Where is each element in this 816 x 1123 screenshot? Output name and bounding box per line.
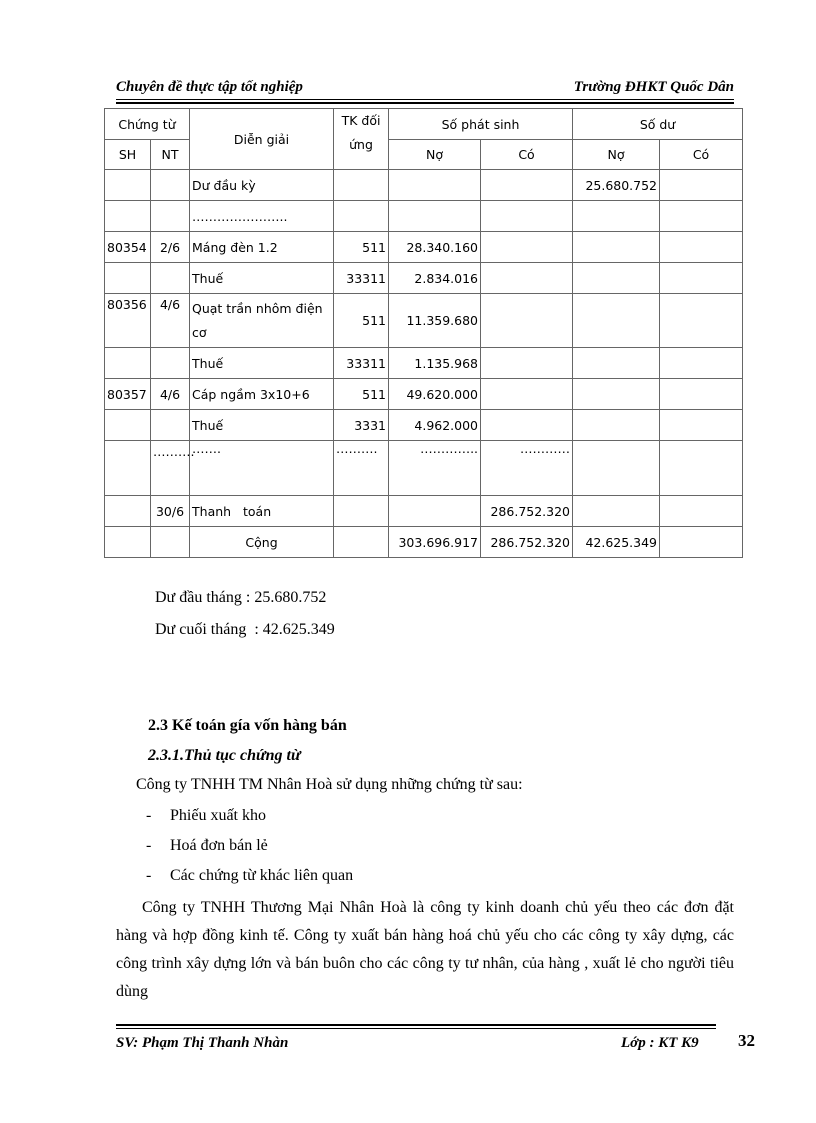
page-number: 32 [738, 1031, 755, 1050]
header-dien-giai: Diễn giải [190, 109, 334, 170]
cell-desc: Thuế [190, 263, 334, 294]
header-chung-tu: Chứng từ [105, 109, 190, 140]
closing-balance: Dư cuối tháng : 42.625.349 [155, 621, 335, 638]
cell-du-no [573, 441, 660, 496]
section-title: 2.3 Kế toán gía vốn hàng bán [148, 717, 347, 734]
cell-ps-co [481, 232, 573, 263]
footer-student: SV: Phạm Thị Thanh Nhàn [116, 1035, 289, 1051]
cell-sh [105, 441, 151, 496]
ledger-table [104, 108, 743, 558]
header-nt: NT [151, 140, 190, 170]
table-row [105, 441, 743, 496]
cell-desc: ……. [190, 441, 334, 496]
cell-desc: Thanh toán [190, 496, 334, 527]
section-subtitle: 2.3.1.Thủ tục chứng từ [148, 747, 301, 764]
header-tk-doi-ung [334, 109, 389, 170]
cell-du-co [660, 294, 743, 348]
table-row-total [105, 527, 743, 558]
cell-ps-no: 11.359.680 [389, 294, 481, 348]
cell-tk: 33311 [334, 263, 389, 294]
cell-tk: 511 [334, 294, 389, 348]
header-right-title: Trường ĐHKT Quốc Dân [573, 79, 734, 95]
cell-ps-co: 286.752.320 [481, 496, 573, 527]
header-rule-top [116, 99, 734, 100]
cell-sh [105, 496, 151, 527]
cell-ps-co [481, 201, 573, 232]
header-so-phat-sinh: Số phát sinh [389, 109, 573, 140]
list-item: Hoá đơn bán lẻ [170, 837, 268, 854]
cell-du-co [660, 263, 743, 294]
cell-tk: 3331 [334, 410, 389, 441]
cell-ps-co: ………… [481, 441, 573, 496]
opening-balance: Dư đầu tháng : 25.680.752 [155, 589, 327, 606]
cell-du-co [660, 441, 743, 496]
cell-du-co [660, 348, 743, 379]
cell-nt [151, 527, 190, 558]
cell-du-co [660, 201, 743, 232]
cell-ps-no [389, 170, 481, 201]
table-row [105, 170, 743, 201]
table-row [105, 201, 743, 232]
cell-nt: 4/6 [151, 379, 190, 410]
cell-tk: 511 [334, 379, 389, 410]
cell-tk [334, 201, 389, 232]
list-item: Phiếu xuất kho [170, 807, 266, 824]
body-paragraph: Công ty TNHH Thương Mại Nhân Hoà là công ty kinh doanh chủ yếu theo các đơn đặt hàng và hợp đồng kinh tế. Công ty xuất bán hàng hoá chủ yếu cho các công ty xây dựng, các công trình xây dựng lớn và bán buôn cho các công ty tư nhân, của hàng , xuất lẻ cho người tiêu dùng [116, 899, 734, 1000]
cell-desc: Cộng [190, 527, 334, 558]
cell-ps-no: 303.696.917 [389, 527, 481, 558]
cell-du-co [660, 410, 743, 441]
cell-ps-no: ………….. [389, 441, 481, 496]
cell-ps-no [389, 496, 481, 527]
cell-desc: Máng đèn 1.2 [190, 232, 334, 263]
cell-nt [151, 170, 190, 201]
cell-ps-co [481, 379, 573, 410]
table-row [105, 294, 743, 348]
list-item: Các chứng từ khác liên quan [170, 867, 354, 884]
cell-desc: Dư đầu kỳ [190, 170, 334, 201]
cell-tk: 33311 [334, 348, 389, 379]
header-so-du: Số dư [573, 109, 743, 140]
cell-nt: ………. [151, 441, 190, 496]
cell-nt [151, 201, 190, 232]
cell-du-co [660, 379, 743, 410]
header-du-co: Có [660, 140, 743, 170]
cell-du-co [660, 232, 743, 263]
cell-du-no [573, 232, 660, 263]
header-ps-co: Có [481, 140, 573, 170]
cell-nt [151, 410, 190, 441]
cell-nt [151, 263, 190, 294]
cell-ps-no: 1.135.968 [389, 348, 481, 379]
cell-du-no [573, 410, 660, 441]
cell-sh [105, 527, 151, 558]
cell-du-co [660, 170, 743, 201]
cell-du-no [573, 201, 660, 232]
cell-du-co [660, 496, 743, 527]
cell-sh [105, 170, 151, 201]
cell-du-no [573, 496, 660, 527]
cell-tk [334, 496, 389, 527]
header-tk-doi-ung-line1: TK đối [341, 113, 381, 128]
footer-class: Lớp : KT K9 [621, 1035, 699, 1051]
cell-sh: 80356 [105, 294, 151, 348]
cell-sh: 80357 [105, 379, 151, 410]
cell-tk: 511 [334, 232, 389, 263]
cell-du-no [573, 379, 660, 410]
cell-desc: Quạt trần nhôm điện cơ [190, 294, 334, 348]
cell-sh [105, 348, 151, 379]
cell-du-no [573, 348, 660, 379]
table-row [105, 263, 743, 294]
header-left-title: Chuyên đề thực tập tốt nghiệp [116, 79, 303, 95]
cell-nt: 30/6 [151, 496, 190, 527]
cell-ps-no: 2.834.016 [389, 263, 481, 294]
cell-ps-co [481, 348, 573, 379]
footer-rule-top [116, 1024, 716, 1026]
footer-rule-bottom [116, 1028, 716, 1029]
cell-nt [151, 348, 190, 379]
table-row [105, 410, 743, 441]
bullet-dash: - [146, 837, 152, 854]
cell-ps-co [481, 263, 573, 294]
table-row [105, 232, 743, 263]
bullet-dash: - [146, 807, 152, 824]
cell-du-no [573, 294, 660, 348]
cell-ps-co: 286.752.320 [481, 527, 573, 558]
cell-du-co [660, 527, 743, 558]
cell-nt: 2/6 [151, 232, 190, 263]
cell-tk [334, 170, 389, 201]
cell-tk: ………. [334, 441, 389, 496]
cell-ps-no [389, 201, 481, 232]
header-sh: SH [105, 140, 151, 170]
cell-ps-no: 4.962.000 [389, 410, 481, 441]
cell-ps-co [481, 294, 573, 348]
cell-tk [334, 527, 389, 558]
table-row [105, 496, 743, 527]
cell-du-no: 42.625.349 [573, 527, 660, 558]
header-ps-no: Nợ [389, 140, 481, 170]
cell-du-no [573, 263, 660, 294]
section-intro: Công ty TNHH TM Nhân Hoà sử dụng những chứng từ sau: [136, 776, 523, 793]
cell-du-no: 25.680.752 [573, 170, 660, 201]
header-du-no: Nợ [573, 140, 660, 170]
cell-sh: 80354 [105, 232, 151, 263]
cell-nt: 4/6 [151, 294, 190, 348]
cell-desc: Thuế [190, 348, 334, 379]
header-rule-bottom [116, 102, 734, 104]
cell-desc: Thuế [190, 410, 334, 441]
table-row [105, 348, 743, 379]
cell-ps-no: 28.340.160 [389, 232, 481, 263]
bullet-dash: - [146, 867, 152, 884]
cell-desc: ………………….. [190, 201, 334, 232]
cell-ps-co [481, 410, 573, 441]
cell-sh [105, 201, 151, 232]
header-tk-doi-ung-line2: ứng [349, 137, 373, 152]
cell-desc: Cáp ngầm 3x10+6 [190, 379, 334, 410]
cell-sh [105, 410, 151, 441]
cell-ps-no: 49.620.000 [389, 379, 481, 410]
cell-ps-co [481, 170, 573, 201]
cell-sh [105, 263, 151, 294]
table-row [105, 379, 743, 410]
